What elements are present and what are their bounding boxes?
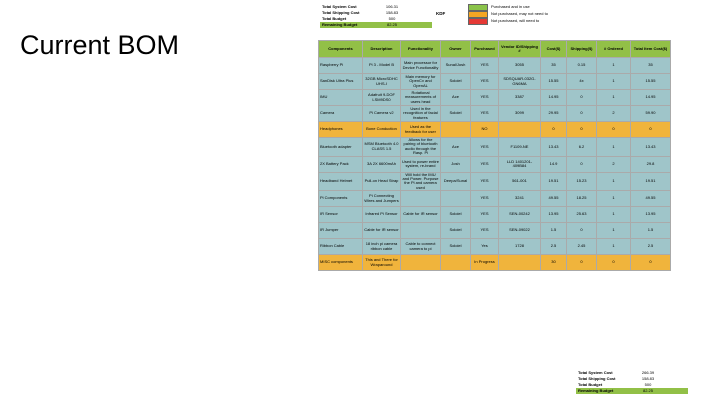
table-cell: 49.55 [631,191,671,207]
column-header: # Ordered [597,41,631,58]
table-cell: Cable to connect camera to pi [401,239,441,255]
legend-label: Not purchased, will need to [491,18,540,24]
table-cell: 35 [541,58,567,74]
table-cell: Will hold the IMU and Power. Purpose the Pi and camera used [402,172,439,190]
table-cell: 0 [567,255,597,271]
table-cell [441,255,471,271]
table-cell: 13.95 [541,207,567,223]
table-cell: Camera [319,106,363,122]
table-cell: Used as the feedback for user [401,122,441,138]
table-cell: Soloiel [441,223,471,239]
table-row [319,239,671,255]
table-cell: Soloiel [441,207,471,223]
table-cell [441,122,471,138]
table-cell: Cable for IR sensor [401,207,441,223]
table-cell [441,191,471,207]
table-cell: 19.51 [631,172,671,191]
summary-value: 266.39 [641,369,655,375]
table-cell: 0 [541,122,567,138]
summary-label: Total System Cost [322,3,357,9]
legend-label: Not purchased, may not need to [491,11,548,17]
table-cell [401,191,441,207]
table-cell: Pi Camera v2 [363,106,401,122]
column-header: Vendor ID/Shipping # [499,41,541,58]
bom-table [318,40,671,271]
table-cell: MISC components [319,255,363,271]
summary-label: Total Shipping Cost [578,375,616,381]
summary-label: Total System Cost [578,369,613,375]
table-cell: 25.63 [567,207,597,223]
table-cell: 29.8 [631,156,671,172]
table-cell: LLD 1401201-409B84 [499,156,541,172]
table-cell: IMU [319,90,363,106]
table-cell: 1 [597,191,631,207]
column-header: Total Item Cost($) [631,41,671,58]
table-cell: IR Jumper [319,223,363,239]
table-cell: Adafruit 9-DOF LSM9DS0 [363,90,401,106]
summary-label: Total Budget [578,381,603,387]
table-cell: 4x [567,74,597,90]
table-row [319,74,671,90]
summary-value: 106.31 [385,3,399,9]
table-cell: 0 [567,223,597,239]
table-cell: Cable for IR sensor [363,223,401,239]
table-cell: F1109-NE [499,138,541,157]
table-cell: 13.43 [631,138,671,157]
summary-value: 82.25 [386,21,397,27]
table-cell: 13.95 [631,207,671,223]
table-row [319,255,671,271]
summary-label: Total Shipping Cost [322,9,360,15]
table-row [319,122,671,138]
legend-swatch [468,11,488,18]
summary-value: 82.25 [642,387,653,393]
table-cell: Soloiel [441,239,471,255]
table-cell: 0 [567,90,597,106]
table-cell: Sunal/Josh [441,58,471,74]
table-cell: 14.9 [541,156,567,172]
table-cell: 3A 2X 6600mAh [363,156,401,172]
column-header: Owner [441,41,471,58]
table-cell [499,122,541,138]
table-cell: YES [471,138,499,157]
legend-item [468,18,548,25]
table-cell: Used to power entire system, re-brand [401,156,441,172]
table-cell: 15.23 [567,172,597,191]
table-cell: 2.45 [567,239,597,255]
table-row [319,223,671,239]
table-cell: 15.55 [541,74,567,90]
table-cell: SDSQUAR-032G-GN6MA [499,74,541,90]
legend-item [468,4,548,11]
table-cell: Soloiel [441,106,471,122]
table-cell: 14.95 [631,90,671,106]
column-header: Purchased [471,41,499,58]
table-cell: 1728 [499,239,541,255]
table-cell: YES [471,90,499,106]
table-cell: Soloiel [441,74,471,90]
table-row [319,207,671,223]
table-cell: MSM Bluetooth 4.0 CLASS 1.5 [363,138,401,157]
table-cell: Bone Conduction [363,122,401,138]
table-cell: 2 [597,156,631,172]
table-cell: 19.51 [541,172,567,191]
table-cell: 1 [597,172,631,191]
table-cell: 3387 [499,90,541,106]
table-cell: 2.5 [541,239,567,255]
table-cell: 15.55 [631,74,671,90]
column-header: Shipping($) [567,41,597,58]
table-cell: 0 [567,156,597,172]
table-row [319,58,671,74]
table-row [319,172,671,191]
table-row [319,90,671,106]
table-cell: 32GB MicroSDHC UHS-I [363,74,401,90]
table-cell: Pi Connecting Wires and Jumpers [363,191,401,207]
table-cell: Ace [441,90,471,106]
table-header-row [319,41,671,58]
table-cell: 3055 [499,58,541,74]
table-cell: In Progress [471,255,499,271]
table-cell: Rotational measurements of users head [401,90,441,106]
legend [468,4,548,25]
column-header: Components [319,41,363,58]
table-cell: Raspberry Pi [319,58,363,74]
table-cell: 13.43 [541,138,567,157]
table-cell: YES [471,58,499,74]
table-cell: 0 [631,255,671,271]
table-cell: Headband Helmet [319,172,363,191]
table-cell: Infrared Pi Sensor [363,207,401,223]
summary-value: 158.83 [385,9,399,15]
table-cell: Bluetooth adapter [319,138,363,157]
table-cell: Main processor for Device Functionality [401,58,441,74]
table-cell: Used in the recognition of facial features [401,106,441,122]
table-cell: YES [471,172,499,191]
table-cell: 18 inch pi camera ribbon cable [363,239,401,255]
table-cell: 1 [597,207,631,223]
column-header: Functionality [401,41,441,58]
table-cell: Deepa/Sunal [441,172,471,191]
table-cell: 35 [631,58,671,74]
table-cell: 29.95 [541,106,567,122]
table-cell: 0 [597,255,631,271]
summary-label: Total Budget [322,15,347,21]
table-row [319,156,671,172]
table-cell: 6.2 [567,138,597,157]
table-cell: Main memory for OpenCv and OpenAL [401,74,441,90]
table-cell: 18.25 [567,191,597,207]
table-cell: YES [471,207,499,223]
table-cell: Josh [441,156,471,172]
table-cell: IR Sensor [319,207,363,223]
table-cell: 2X Battery Pack [319,156,363,172]
table-cell: Ace [441,138,471,157]
table-row [319,191,671,207]
table-cell: Yes [471,239,499,255]
table-cell: YES [471,191,499,207]
table-cell: 0 [567,122,597,138]
table-cell: YES [471,223,499,239]
table-cell: Allows for the pairing of bluetooth audio through the Rasp. Pi [401,138,441,157]
table-cell [401,255,441,271]
table-cell: Pi 3 - Model B [363,58,401,74]
summary-top [320,4,432,28]
table-cell: 561-001 [499,172,541,191]
summary-bottom [576,370,688,394]
table-cell: 59.90 [631,106,671,122]
summary-label: Remaining Budget [578,387,614,393]
bom-spreadsheet [318,2,670,405]
table-cell: 1.5 [631,223,671,239]
column-header: Description [363,41,401,58]
table-cell: YES [471,156,499,172]
table-cell: Pi Components [319,191,363,207]
table-cell: SanDisk Ultra Plus [319,74,363,90]
table-cell: SEN-00242 [499,207,541,223]
table-cell: This and There for Wraparound [363,255,401,271]
legend-swatch [468,18,488,25]
table-cell: YES [471,74,499,90]
table-cell: 49.55 [541,191,567,207]
summary-value: 158.83 [641,375,655,381]
table-cell: YES [471,106,499,122]
table-cell: 1 [597,90,631,106]
table-cell: 2.5 [631,239,671,255]
table-cell: 1 [597,138,631,157]
table-cell: 14.95 [541,90,567,106]
table-row [319,138,671,157]
table-cell: Headphones [319,122,363,138]
summary-value: 500 [644,381,652,387]
table-cell: 0 [631,122,671,138]
table-cell: 1 [597,223,631,239]
table-cell: 0.15 [567,58,597,74]
table-cell [499,255,541,271]
legend-swatch [468,4,488,11]
table-cell: Ribbon Cable [319,239,363,255]
summary-value: 500 [388,15,396,21]
table-cell: 0 [567,106,597,122]
summary-row [576,388,688,394]
legend-label: Purchased and in use [491,4,530,10]
table-cell: Pull-on Head Strap [363,172,401,191]
table-cell: 1.5 [541,223,567,239]
summary-row [320,22,432,28]
table-cell: 3099 [499,106,541,122]
summary-label: Remaining Budget [322,21,358,27]
table-cell: 3241 [499,191,541,207]
table-cell: 1 [597,239,631,255]
table-cell: 30 [541,255,567,271]
legend-item [468,11,548,18]
table-cell: 2 [597,106,631,122]
table-cell [401,223,441,239]
column-header: Cost($) [541,41,567,58]
table-cell: 1 [597,74,631,90]
kdf-label: KDF [436,11,446,16]
table-cell: NO [471,122,499,138]
table-cell: SEN-09022 [499,223,541,239]
table-row [319,106,671,122]
slide-title: Current BOM [20,30,180,60]
table-cell: 1 [597,58,631,74]
table-cell: 0 [597,122,631,138]
